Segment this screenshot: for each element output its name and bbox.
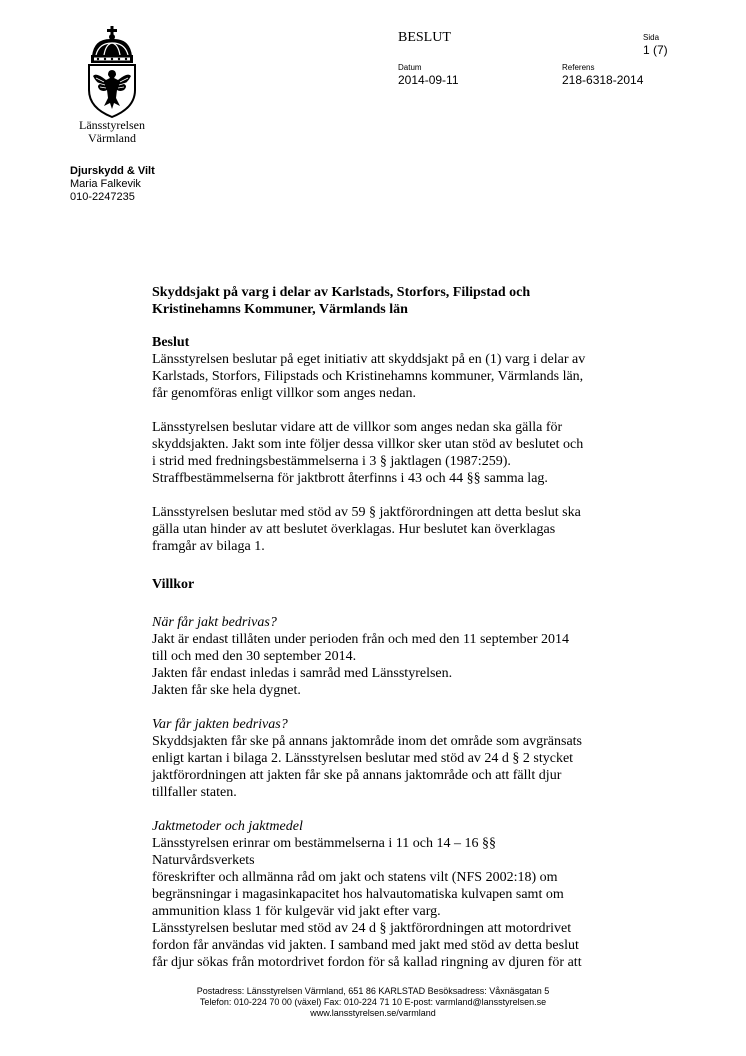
- text-line: framgår av bilaga 1.: [152, 539, 265, 554]
- var-heading: Var får jakten bedrivas?: [152, 717, 288, 732]
- footer-website: www.lansstyrelsen.se/varmland: [310, 1008, 436, 1018]
- var-paragraph: [152, 733, 632, 801]
- text-line: jaktförordningen att jakten får ske på annans jaktområde och att fällt djur: [152, 768, 562, 783]
- text-line: Länsstyrelsen beslutar med stöd av 59 § jaktförordningen att detta beslut ska: [152, 505, 581, 520]
- footer-address: Postadress: Länsstyrelsen Värmland, 651 86 KARLSTAD Besöksadress: Våxnäsgatan 5: [196, 986, 550, 996]
- text-line: Länsstyrelsen beslutar vidare att de villkor som anges nedan ska gälla för: [152, 420, 563, 435]
- text-line: Straffbestämmelserna för jaktbrott återfinns i 43 och 44 §§ samma lag.: [152, 471, 548, 486]
- text-line: föreskrifter och allmänna råd om jakt och statens vilt (NFS 2002:18) om: [152, 870, 558, 885]
- contact-phone: 010-2247235: [70, 191, 135, 203]
- organization-name: [60, 119, 164, 145]
- org-name-line-2: Värmland: [88, 131, 136, 145]
- beslut-paragraph-1: [152, 351, 632, 402]
- document-body: [152, 284, 632, 971]
- contact-name: Maria Falkevik: [70, 178, 141, 190]
- page-number: 1 (7): [643, 43, 668, 57]
- text-line: enligt kartan i bilaga 2. Länsstyrelsen beslutar med stöd av 24 d § 2 stycket: [152, 751, 574, 766]
- text-line: Skyddsjakten får ske på annans jaktområde inom det område som avgränsats: [152, 734, 582, 749]
- footer-contact: Telefon: 010-224 70 00 (växel) Fax: 010-224 71 10 E-post: varmland@lansstyrelsen.se: [199, 997, 547, 1007]
- reference-label: Referens: [562, 63, 595, 72]
- text-line: gälla utan hinder av att beslutet överklagas. Hur beslutet kan överklagas: [152, 522, 556, 537]
- text-line: tillfaller staten.: [152, 785, 237, 800]
- text-line: ammunition klass 1 för kulgevär vid jakt efter varg.: [152, 904, 441, 919]
- beslut-paragraph-3: [152, 504, 632, 555]
- text-line: Karlstads, Storfors, Filipstads och Kristinehamns kommuner, Värmlands län,: [152, 369, 584, 384]
- text-line: får djur sökas från motordrivet fordon för så kallad ringning av djuren för att: [152, 955, 582, 970]
- villkor-heading: Villkor: [152, 577, 195, 592]
- text-line: fordon får användas vid jakten. I samband med jakt med stöd av detta beslut: [152, 938, 579, 953]
- date-label: Datum: [398, 63, 422, 72]
- jaktmetoder-heading: Jaktmetoder och jaktmedel: [152, 819, 303, 834]
- coat-of-arms-logo: [84, 26, 140, 118]
- date-value: 2014-09-11: [398, 73, 459, 87]
- text-line: Länsstyrelsen beslutar på eget initiativ att skyddsjakt på en (1) varg i delar av: [152, 352, 586, 367]
- document-title: [152, 284, 632, 318]
- beslut-heading: Beslut: [152, 335, 190, 350]
- nar-paragraph: [152, 631, 632, 699]
- text-line: Jakten får endast inledas i samråd med Länsstyrelsen.: [152, 666, 453, 681]
- page-footer: [0, 986, 746, 1019]
- org-name-line-1: Länsstyrelsen: [79, 118, 145, 132]
- document-type: BESLUT: [398, 30, 451, 45]
- page-label: Sida: [643, 33, 660, 42]
- text-line: skyddsjakten. Jakt som inte följer dessa villkor sker utan stöd av beslutet och: [152, 437, 584, 452]
- nar-heading: När får jakt bedrivas?: [152, 615, 277, 630]
- reference-value: 218-6318-2014: [562, 73, 644, 87]
- text-line: begränsningar i magasinkapacitet hos halvautomatiska kulvapen samt om: [152, 887, 564, 902]
- text-line: i strid med fredningsbestämmelserna i 3 § jaktlagen (1987:259).: [152, 454, 511, 469]
- department-name: Djurskydd & Vilt: [70, 165, 155, 177]
- text-line: Jakt är endast tillåten under perioden från och med den 11 september 2014: [152, 632, 570, 647]
- beslut-paragraph-2: [152, 419, 632, 487]
- text-line: får genomföras enligt villkor som anges nedan.: [152, 386, 416, 401]
- text-line: Naturvårdsverkets: [152, 853, 255, 868]
- text-line: Länsstyrelsen erinrar om bestämmelserna i 11 och 14 – 16 §§: [152, 836, 496, 851]
- title-line: Skyddsjakt på varg i delar av Karlstads, Storfors, Filipstad och: [152, 285, 531, 300]
- jaktmetoder-paragraph: [152, 835, 632, 971]
- title-line: Kristinehamns Kommuner, Värmlands län: [152, 302, 408, 317]
- text-line: Jakten får ske hela dygnet.: [152, 683, 301, 698]
- text-line: till och med den 30 september 2014.: [152, 649, 357, 664]
- sender-block: [70, 165, 155, 204]
- text-line: Länsstyrelsen beslutar med stöd av 24 d § jaktförordningen att motordrivet: [152, 921, 572, 936]
